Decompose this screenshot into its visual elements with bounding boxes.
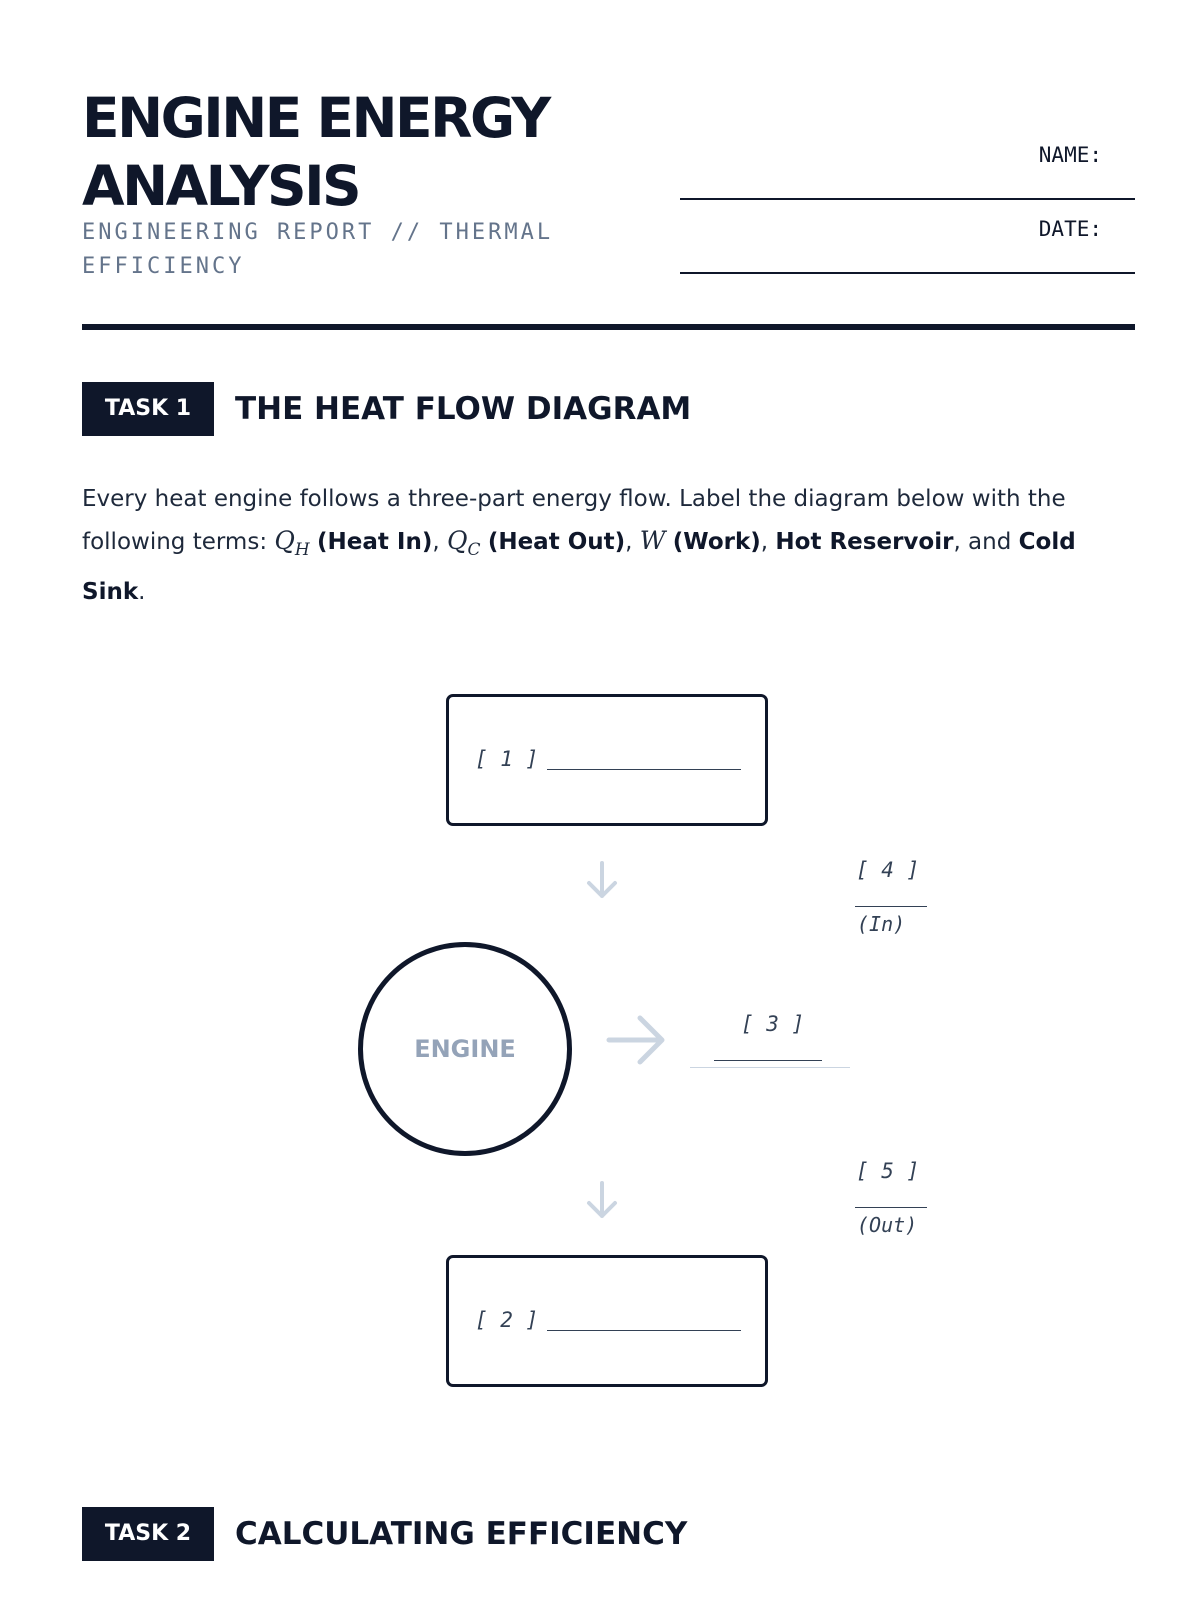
term-heat-out: (Heat Out) <box>487 529 626 555</box>
engine-label: ENGINE <box>414 1035 516 1063</box>
term-heat-in: (Heat In) <box>317 529 433 555</box>
term-cold-sink: Cold Sink <box>82 529 1076 605</box>
heat-out-answer-line[interactable] <box>855 1207 927 1208</box>
heat-out-sub-label: (Out) <box>857 1213 918 1237</box>
page-subtitle <box>82 216 602 284</box>
task1-badge: TASK 1 <box>82 382 214 436</box>
heat-in-answer-line[interactable] <box>855 906 927 907</box>
work-underline <box>690 1067 850 1068</box>
box1-answer-line[interactable] <box>547 769 741 770</box>
hot-reservoir-box <box>446 694 768 826</box>
qh-symbol: $Q_H$ <box>274 526 310 560</box>
term-hot-reservoir: Hot Reservoir <box>775 529 954 555</box>
title-line-2: ANALYSIS <box>82 154 360 218</box>
engine-circle <box>358 942 572 1156</box>
heat-in-label: [ 4 ] <box>856 858 920 882</box>
arrow-down-icon-2 <box>584 1180 620 1220</box>
subtitle-line-1: ENGINEERING REPORT // THERMAL <box>82 220 554 245</box>
intro-text: Every heat engine follows a three-part energy flow. Label the diagram below with the following terms: <box>82 486 1066 555</box>
task2-title: CALCULATING EFFICIENCY <box>235 1516 688 1552</box>
heat-out-label: [ 5 ] <box>856 1159 920 1183</box>
date-label: DATE: <box>1038 217 1102 241</box>
date-field-line[interactable] <box>680 272 1135 274</box>
box2-answer-line[interactable] <box>547 1330 741 1331</box>
header-divider <box>82 324 1135 330</box>
box2-label: [ 2 ] <box>475 1308 539 1332</box>
arrow-down-icon <box>584 860 620 900</box>
subtitle-line-2: EFFICIENCY <box>82 254 245 279</box>
work-answer-line[interactable] <box>714 1060 822 1061</box>
task1-title: THE HEAT FLOW DIAGRAM <box>235 391 692 427</box>
arrow-right-icon <box>606 1012 666 1068</box>
task1-instructions: Every heat engine follows a three-part energy flow. Label the diagram below with the following terms: $Q_H$ (Heat In), $Q_C$ (Heat Out), W (Work), Hot Reservoir, and Cold Sink. <box>82 486 1076 605</box>
cold-sink-box <box>446 1255 768 1387</box>
work-label: [ 3 ] <box>741 1012 805 1036</box>
term-work: (Work) <box>672 529 761 555</box>
box1-label: [ 1 ] <box>475 747 539 771</box>
task2-badge: TASK 2 <box>82 1507 214 1561</box>
name-label: NAME: <box>1038 143 1102 167</box>
qc-symbol: $Q_C$ <box>446 526 481 560</box>
page-title <box>82 84 682 220</box>
name-field-line[interactable] <box>680 198 1135 200</box>
heat-in-sub-label: (In) <box>857 912 906 936</box>
title-line-1: ENGINE ENERGY <box>82 86 549 150</box>
w-symbol: W <box>639 526 666 555</box>
